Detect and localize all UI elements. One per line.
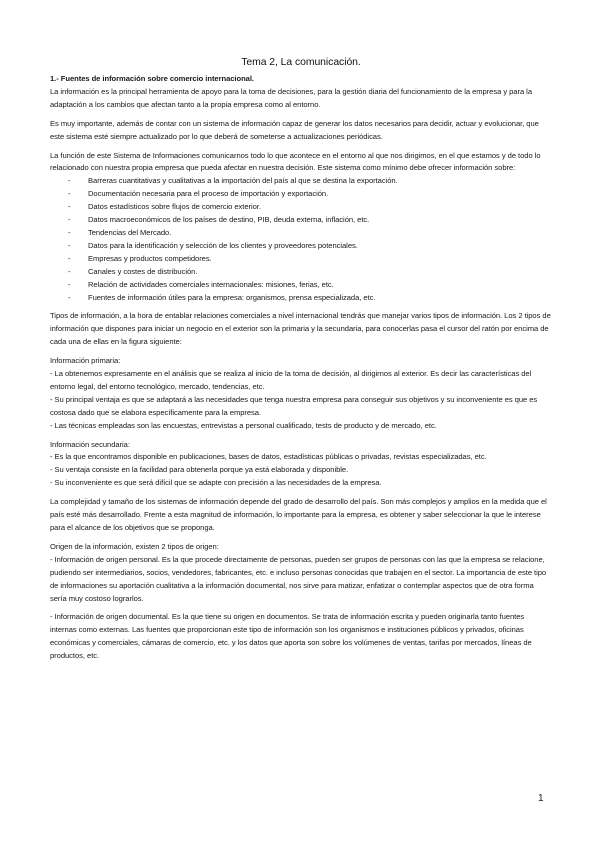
bullet-item: - Fuentes de información útiles para la empresa: organismos, prensa especializada, etc.	[50, 292, 552, 305]
secondary-line: - Su ventaja consiste en la facilidad para obtenerla porque ya está elaborada y disponible.	[50, 465, 349, 475]
document-body	[50, 56, 552, 669]
bullet-item: - Datos estadísticos sobre flujos de comercio exterior.	[50, 201, 552, 214]
origin-personal: - Información de origen personal. Es la que procede directamente de personas, pueden ser grupos de personas con las que la empresa se relacione, pudiendo ser intermediarios, socios, vendedores, fabricantes, etc. e incluso personas conocidas que trabajen en el sector. La importancia de este tipo de informaciones su aportación cualitativa a la información documental, nos sirve para matizar, enfatizar o contemplar aspectos que de otra forma sería muy costoso lograrlos.	[50, 554, 547, 603]
secondary-line: - Su inconveniente es que será difícil que se adapte con precisión a las necesidades de la empresa.	[50, 478, 382, 488]
bullet-list	[50, 175, 552, 304]
bullet-item: - Relación de actividades comerciales internacionales: misiones, ferias, etc.	[50, 279, 552, 292]
paragraph-system: Es muy importante, además de contar con un sistema de información capaz de generar los datos necesarios para decidir, actuar y evolucionar, que este sistema esté siempre actualizado por lo que deberá de someterse a actualizaciones periódicas.	[50, 118, 539, 141]
document-title: Tema 2, La comunicación.	[241, 57, 361, 68]
section-heading: 1.- Fuentes de información sobre comercio internacional.	[50, 74, 254, 83]
bullet-item: - Canales y costes de distribución.	[50, 266, 552, 279]
bullet-item: - Datos macroeconómicos de los países de destino, PIB, deuda externa, inflación, etc.	[50, 214, 552, 227]
origin-heading: Origen de la información, existen 2 tipos de origen:	[50, 541, 219, 551]
page-number: 1	[538, 793, 544, 804]
secondary-line: - Es la que encontramos disponible en publicaciones, bases de datos, estadísticas públicas o privadas, revistas especializadas, etc.	[50, 452, 487, 462]
paragraph-types: Tipos de información, a la hora de entablar relaciones comerciales a nivel internacional tendrás que manejar varios tipos de información. Los 2 tipos de información que dispones para iniciar un negocio en el exterior son la primaria y la secundaria, para conocerlas pasa el cursor del ratón por encima de cada una de ellas en la figura siguiente:	[50, 311, 551, 347]
bullet-item: - Documentación necesaria para el proceso de importación y exportación.	[50, 188, 552, 201]
primary-line: - La obtenemos expresamente en el análisis que se realiza al inicio de la toma de decisión, al dirigirnos al exterior. Es decir las características del entorno legal, del entorno tecnológico, mercado, tendencias, etc.	[50, 369, 532, 391]
bullet-item: - Barreras cuantitativas y cualitativas a la importación del país al que se destina la exportación.	[50, 175, 552, 188]
primary-heading: Información primaria:	[50, 356, 121, 366]
secondary-heading: Información secundaria:	[50, 439, 130, 449]
paragraph-intro: La información es la principal herramienta de apoyo para la toma de decisiones, para la gestión diaria del funcionamiento de la empresa y para la adaptación a los cambios que afectan tanto a la propia empresa como al entorno.	[50, 86, 532, 109]
primary-line: - Su principal ventaja es que se adaptará a las necesidades que tenga nuestra empresa para conseguir sus objetivos y su inconveniente es que es costosa dado que se elabora específicamente para la empresa.	[50, 394, 538, 417]
bullet-item: - Datos para la identificación y selección de los clientes y proveedores potenciales.	[50, 240, 552, 253]
primary-line: - Las técnicas empleadas son las encuestas, entrevistas a personal cualificado, tests de producto y de mercado, etc.	[50, 420, 437, 430]
origin-documental: - Información de origen documental. Es la que tiene su origen en documentos. Se trata de información escrita y pueden originarla tanto fuentes internas como externas. Las fuentes que proporcionan este tipo de información son los organismos e instituciones públicos y privados, oficinas económicas y comerciales, cámaras de comercio, etc. y los datos que aporta son sobre los volúmenes de ventas, tarifas por mercados, líneas de productos, etc.	[50, 612, 532, 661]
bullet-item: - Tendencias del Mercado.	[50, 227, 552, 240]
paragraph-complexity: La complejidad y tamaño de los sistemas de información depende del grado de desarrollo del país. Son más complejos y amplios en la medida que el país esté más desarrollado. Frente a esta magnitud de información, lo importante para la empresa, es obtener y saber seleccionar la que le interese para el alcance de los objetivos que se proponga.	[50, 497, 547, 532]
paragraph-function: La función de este Sistema de Informaciones comunicarnos todo lo que acontece en el entorno al que nos dirigimos, en el que estamos y de todo lo relacionado con nuestra propia empresa que pueda afectar en nuestra decisión. Este sistema como mínimo debe ofrecer información sobre:	[50, 150, 541, 173]
bullet-item: - Empresas y productos competidores.	[50, 253, 552, 266]
